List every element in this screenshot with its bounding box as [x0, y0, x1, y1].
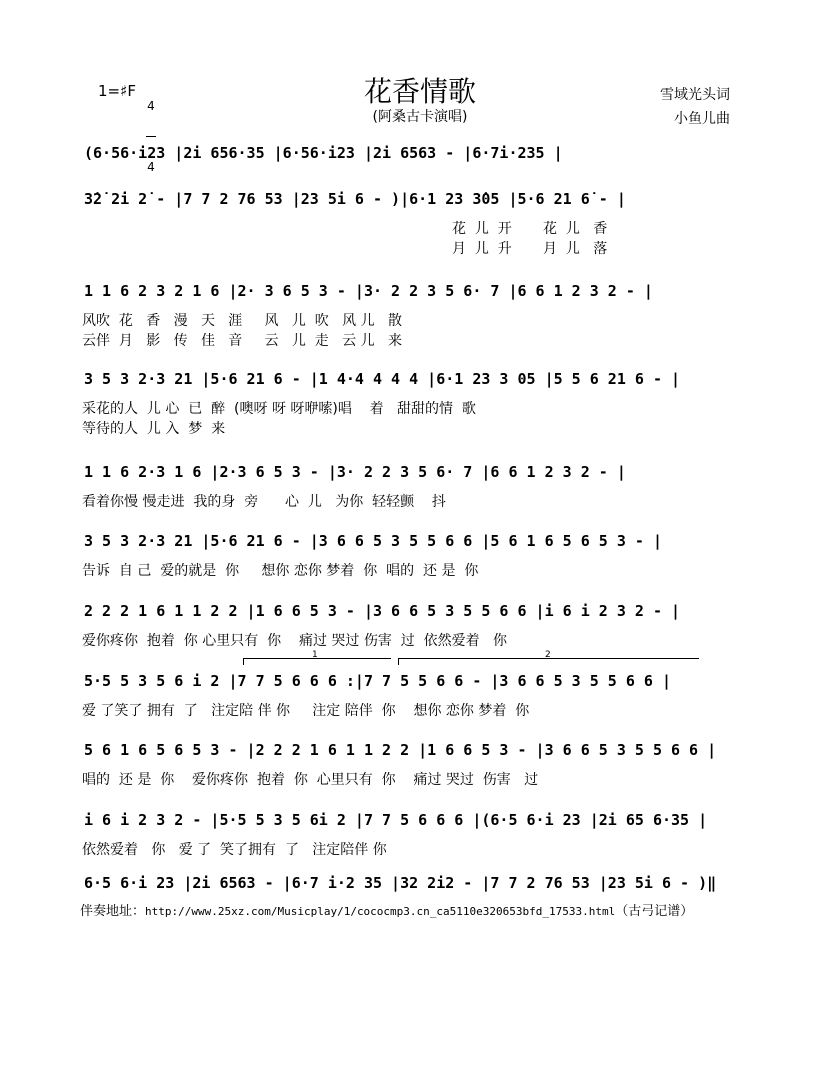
- notation-line: 5·5 5 3 5 6 i 2 |7 7 5 6 6 6 :|7 7 5 5 6 6 - |3 6 6 5 3 5 5 6 6 |: [84, 672, 671, 690]
- lyric-line: 花 儿 开 花 儿 香: [452, 221, 608, 237]
- time-signature-bottom: 4: [147, 160, 155, 174]
- composer-credit: 小鱼儿曲: [674, 111, 730, 127]
- notation-line: 6·5 6·i 23 |2i 6563 - |6·7 i·2 35 |32 2i2 - |7 7 2 76 53 |23 5i 6 - )‖: [84, 874, 717, 892]
- lyricist-credit: 雪域光头词: [660, 87, 730, 103]
- notation-line: 2 2 2 1 6 1 1 2 2 |1 6 6 5 3 - |3 6 6 5 3 5 5 6 6 |i 6 i 2 3 2 - |: [84, 602, 681, 620]
- lyric-line: 爱你疼你 抱着 你 心里只有 你 痛过 哭过 伤害 过 依然爱着 你: [82, 633, 508, 649]
- lyric-line: 唱的 还 是 你 爱你疼你 抱着 你 心里只有 你 痛过 哭过 伤害 过: [82, 772, 539, 788]
- volta-number-2: 2: [545, 650, 551, 660]
- accompaniment-url[interactable]: http://www.25xz.com/Musicplay/1/cococmp3.cn_ca5110e320653bfd_17533.html: [145, 905, 616, 918]
- notation-line: 1 1 6 2 3 2 1 6 |2· 3 6 5 3 - |3· 2 2 3 5 6· 7 |6 6 1 2 3 2 - |: [84, 282, 653, 300]
- notation-line: i 6 i 2 3 2 - |5·5 5 3 5 6i 2 |7 7 5 6 6 6 |(6·5 6·i 23 |2i 65 6·35 |: [84, 811, 708, 829]
- lyric-line: 爱 了笑了 拥有 了 注定陪 伴 你 注定 陪伴 你 想你 恋你 梦着 你: [82, 703, 530, 719]
- notation-line: 5 6 1 6 5 6 5 3 - |2 2 2 1 6 1 1 2 2 |1 6 6 5 3 - |3 6 6 5 3 5 5 6 6 |: [84, 741, 717, 759]
- notation-line: 3 5 3 2·3 21 |5·6 21 6 - |1 4·4 4 4 4 |6·1 23 3 05 |5 5 6 21 6 - |: [84, 370, 681, 388]
- key-signature: 1=♯F: [98, 82, 136, 100]
- lyric-line: 等待的人 儿 入 梦 来: [82, 421, 226, 437]
- time-signature-top: 4: [147, 99, 155, 113]
- song-title: 花香情歌: [363, 75, 476, 108]
- notation-line: (6·56·i23 |2i 656·35 |6·56·i23 |2i 6563 - |6·7i·235 |: [84, 144, 563, 162]
- notation-line: 3̇2̇ 2̇i 2̇ - |7 7 2 76 53 |23 5i 6 - )|6·1 23 3̇05 |5·6 21 6̇ - |: [84, 190, 626, 208]
- lyric-line: 月 儿 升 月 儿 落: [452, 241, 608, 257]
- time-signature: [146, 76, 156, 185]
- lyric-line: 云伴 月 影 传 佳 音 云 儿 走 云 儿 来: [82, 333, 402, 349]
- lyric-line: 采花的人 儿 心 已 醉 (噢呀 呀 呀咿嗦)唱 着 甜甜的情 歌: [82, 401, 476, 417]
- accompaniment-footer: [80, 900, 693, 919]
- lyric-line: 风吹 花 香 漫 天 涯 风 儿 吹 风 儿 散: [82, 313, 402, 329]
- accompaniment-label: 伴奏地址：: [80, 904, 146, 919]
- transcriber-note: （古弓记谱）: [615, 904, 694, 919]
- lyric-line: 告诉 自 己 爱的就是 你 想你 恋你 梦着 你 唱的 还 是 你: [82, 563, 479, 579]
- notation-line: 1 1 6 2·3 1 6 |2·3 6 5 3 - |3· 2 2 3 5 6· 7 |6 6 1 2 3 2 - |: [84, 463, 626, 481]
- lyric-line: 依然爱着 你 爱 了 笑了拥有 了 注定陪伴 你: [82, 842, 387, 858]
- performer-note: (阿桑古卡演唱): [372, 109, 468, 125]
- notation-line: 3 5 3 2·3 21 |5·6 21 6 - |3 6 6 5 3 5 5 6 6 |5 6 1 6 5 6 5 3 - |: [84, 532, 662, 550]
- lyric-line: 看着你慢 慢走进 我的身 旁 心 儿 为你 轻轻颤 抖: [82, 494, 446, 510]
- volta-number-1: 1: [312, 650, 318, 660]
